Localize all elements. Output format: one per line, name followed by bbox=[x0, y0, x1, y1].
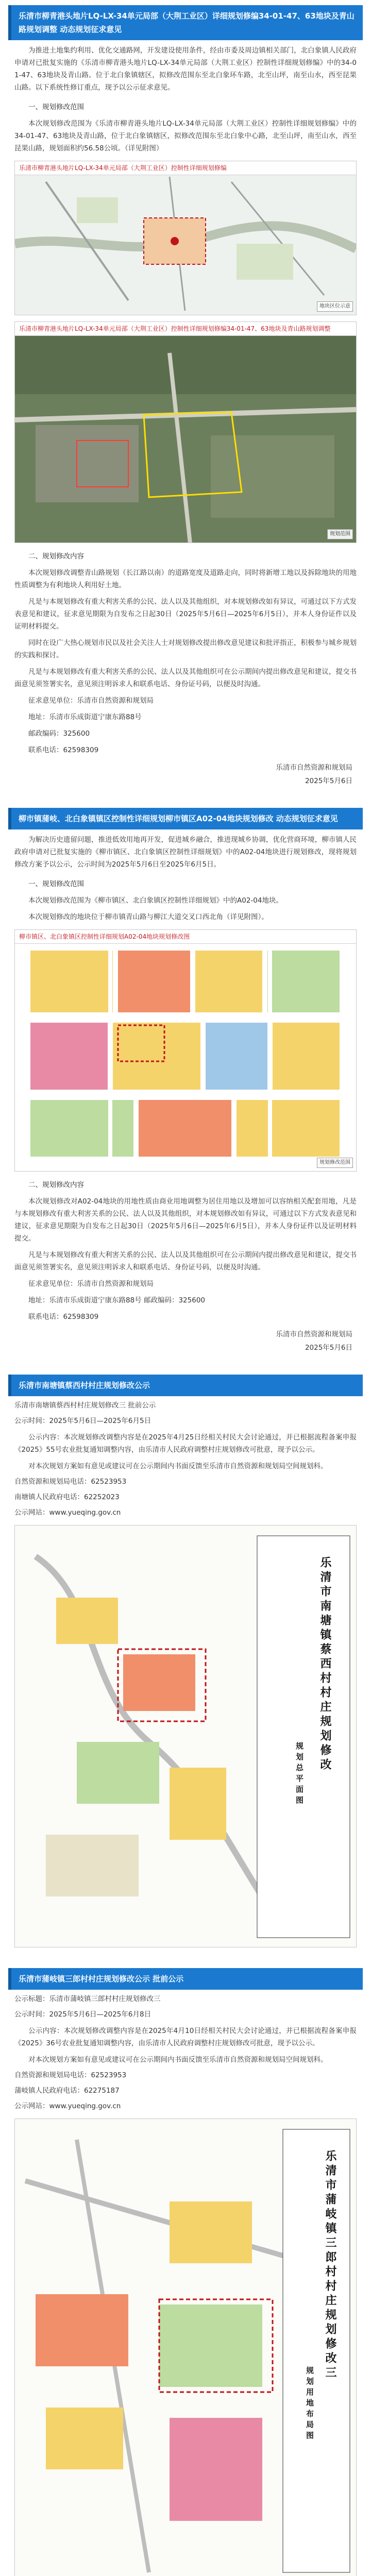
town-phone: 南塘镇人民政府电话：62252023 bbox=[14, 1493, 120, 1501]
paragraph: 本次规划修改对A02-04地块的用地性质由商业用地调整为居住用地以及增加可以容纳相关配套用地，凡是与本规划修改有重大利害关系的公民、法人以及其他组织，对本规划修改如有异议，可通过以下方式发表意见和建议，征求意见期限为自发布之日起30日（2025年5月6日—2025年6月5日），并本人身份证件以及证明材料提交。 bbox=[14, 1197, 357, 1243]
paragraph: 本次规划修改范围为《乐清市柳青港头地片LQ-LX-34单元局部（大荆工业区）控制性详细规划修编》中的34-01-47、63地块及青山路，位于北白象镇辖区，拟修改范围东至北白象中心路，北至山坪，南至山水，西至昆果山路，规划面积约56.58公顷。（详见附图） bbox=[14, 120, 357, 152]
signature-org: 乐清市自然资源和规划局 bbox=[276, 764, 352, 772]
subheading: 二、规划修改内容 bbox=[28, 1181, 84, 1189]
notice-period: 公示时间：2025年5月6日—2025年6月8日 bbox=[14, 2010, 151, 2019]
subheading: 二、规划修改内容 bbox=[28, 552, 84, 561]
image-legend: 规划范围 bbox=[327, 529, 353, 539]
land-use-map-image bbox=[14, 929, 357, 1172]
village-plan-image bbox=[14, 1525, 357, 1947]
contact-unit: 征求意见单位：乐清市自然资源和规划局 bbox=[28, 697, 154, 705]
signature-date: 2025年5月6日 bbox=[305, 777, 352, 785]
signature-date: 2025年5月6日 bbox=[305, 1344, 352, 1352]
paragraph: 本次规划修改范围为《柳市镇区、北白象镇区控制性详细规划》中的A02-04地块。 bbox=[28, 896, 283, 905]
paragraph: 为解决历史遗留问题，推进低效用地再开发，促进城乡融合，推进现城乡协调，优化营商环境，柳市镇人民政府申请对已批复实施的《柳市镇区、北白象镇区控制性详细规划》中的A02-04地块进行规划修改，现将规划修改方案予以公示，公示时间为2025年5月6日至2025年6月5日。 bbox=[14, 836, 357, 869]
notice-title: 公示标题：乐清市蒲岐镇三郎村村庄规划修改三 bbox=[14, 1995, 161, 2003]
paragraph: 凡是与本规划修改有重大利害关系的公民、法人以及其他组织可在公示期间内提出修改意见和建议，提交书面意见须签署实名，意见须注明诉求人和联系电话、身份证号码，以便及时沟通。 bbox=[14, 668, 357, 688]
satellite-image bbox=[14, 321, 357, 543]
address: 地址：乐清市乐成街道宁康东路88号 bbox=[28, 713, 142, 721]
org-phone: 自然资源和规划局电话：62523953 bbox=[14, 2071, 127, 2079]
image-caption: 柳市镇区、北白象镇区控制性详细规划A02-04地块规划修改图 bbox=[15, 930, 356, 944]
paragraph: 为推进土地集约利用、优化交通路网，开发建设使用条件，经由市委及周边镇相关部门，北白象镇人民政府申请对已批复实施的《乐清市柳青港头地片LQ-LX-34单元局部（大荆工业区）控制性详细规划修编》中的34-01-47、63地块及青山路。位于北白象镇辖区，拟修改范围东至北白象环车路，北至山坪，南至山水，西至昆果山路。以下系统性修订重点，现予以公示征求意见。 bbox=[14, 46, 357, 92]
section-content bbox=[0, 44, 371, 787]
image-caption: 乐清市柳青港头地片LQ-LX-34单元局部（大荆工业区）控制性详细规划修编34-01-47、63地块及青山路规划调整 bbox=[15, 322, 356, 336]
contact-unit: 征求意见单位：乐清市自然资源和规划局 bbox=[28, 1280, 154, 1288]
section-content bbox=[0, 1993, 371, 2576]
paragraph: 凡是与本规划修改有重大利害关系的公民、法人以及其他组织可在公示期间内提出修改意见和建议，提交书面意见须签署实名，意见须注明诉求人和联系电话、身份证号码，以便及时沟通。 bbox=[14, 1251, 357, 1272]
section-content bbox=[0, 834, 371, 1354]
image-legend: 地块区位示意 bbox=[317, 301, 353, 312]
phone: 联系电话：62598309 bbox=[28, 1313, 99, 1321]
image-legend: 规划修改范围 bbox=[317, 1158, 353, 1168]
paragraph: 同时在设广大热心规划市民以及社会关注人士对规划修改提出修改意见建议和批评指正，积极参与城乡规划的实践和探讨。 bbox=[14, 639, 357, 659]
section-banner[interactable]: 乐清市南塘镇蔡西村村庄规划修改公示 bbox=[8, 1375, 363, 1396]
map-title: 乐清市南塘镇蔡西村村庄规划修改 bbox=[318, 1556, 332, 1773]
paragraph: 对本次规划方案如有意见或建议可在公示期间内书面反馈至乐清市自然资源和规划局空间规划科。 bbox=[28, 1462, 328, 1470]
notice-title: 乐清市南塘镇蔡西村村庄规划修改三 批前公示 bbox=[14, 1401, 156, 1410]
village-plan-graphic bbox=[15, 1526, 356, 1947]
map-graphic bbox=[15, 161, 356, 315]
section-banner[interactable]: 乐清市柳青港头地片LQ-LX-34单元局部（大荆工业区）详细规划修编34-01-47、63地块及青山路规划调整 动态规划征求意见 bbox=[8, 5, 363, 40]
phone: 联系电话：62598309 bbox=[28, 746, 99, 754]
satellite-graphic bbox=[15, 322, 356, 543]
website: 公示网站：www.yueqing.gov.cn bbox=[14, 1509, 121, 1517]
section-banner[interactable]: 乐清市蒲岐镇三郎村村庄规划修改公示 批前公示 bbox=[8, 1968, 363, 1990]
section-content bbox=[0, 1399, 371, 1947]
website: 公示网站：www.yueqing.gov.cn bbox=[14, 2102, 121, 2110]
paragraph: 公示内容：本次规划修改调整内容是在2025年4月25日经相关村民大会讨论通过，并已根据流程备案申报《2025》55号农业批复通知调整内容，由乐清市人民政府调整村庄规划修改可批意，现予以公示。 bbox=[14, 1433, 357, 1454]
subheading: 一、规划修改范围 bbox=[28, 103, 84, 111]
plan-map-image bbox=[14, 161, 357, 315]
map-title: 乐清市蒲岐镇三郎村村庄规划修改三 bbox=[324, 2150, 337, 2381]
village-plan-image bbox=[14, 2119, 357, 2576]
paragraph: 本次规划修改调整青山路规划（长江路以南）的道路宽度及道路走向，同时将新增工地以及拆除地块的用地性质调整为有利地块人利用好土地。 bbox=[14, 569, 357, 589]
paragraph: 本次规划修改的地块位于柳市镇青山路与柳江大道交叉口西北角（详见附图）。 bbox=[28, 913, 268, 921]
subheading: 一、规划修改范围 bbox=[28, 880, 84, 888]
postal-code: 邮政编码：325600 bbox=[28, 730, 90, 738]
address: 地址：乐清市乐成街道宁康东路88号 邮政编码：325600 bbox=[28, 1296, 206, 1304]
village-plan-graphic bbox=[15, 2119, 356, 2576]
notice-period: 公示时间：2025年5月6日—2025年6月5日 bbox=[14, 1417, 151, 1425]
signature-org: 乐清市自然资源和规划局 bbox=[276, 1330, 352, 1338]
paragraph: 对本次规划方案如有意见或建议可在公示期间内书面反馈至乐清市自然资源和规划局空间规划科。 bbox=[28, 2056, 328, 2064]
paragraph: 凡是与本规划修改有重大利害关系的公民、法人以及其他组织，对本规划修改如有异议，可通过以下方式发表意见和建议，征求意见期限为自发布之日起30日（2025年5月6日—2025年6月5日），并本人身份证件以及证明材料提交。 bbox=[14, 598, 357, 631]
map-subtitle: 规划总平面图 bbox=[295, 1742, 304, 1807]
section-banner[interactable]: 柳市镇蒲岐、北白象镇镇区控制性详细规划柳市镇区A02-04地块规划修改 动态规划征求意见 bbox=[8, 808, 363, 829]
org-phone: 自然资源和规划局电话：62523953 bbox=[14, 1478, 127, 1486]
town-phone: 蒲岐镇人民政府电话：62275187 bbox=[14, 2087, 120, 2095]
land-use-graphic bbox=[15, 930, 356, 1172]
image-caption: 乐清市柳青港头地片LQ-LX-34单元局部（大荆工业区）控制性详细规划修编 bbox=[15, 161, 356, 175]
paragraph: 公示内容：本次规划修改调整内容是在2025年4月10日经相关村民大会讨论通过，并已根据流程备案申报《2025》36号农业批复通知调整内容，由乐清市人民政府调整村庄规划修改可批意，现予以公示。 bbox=[14, 2027, 357, 2047]
map-subtitle: 规划用地布局图 bbox=[305, 2366, 314, 2442]
